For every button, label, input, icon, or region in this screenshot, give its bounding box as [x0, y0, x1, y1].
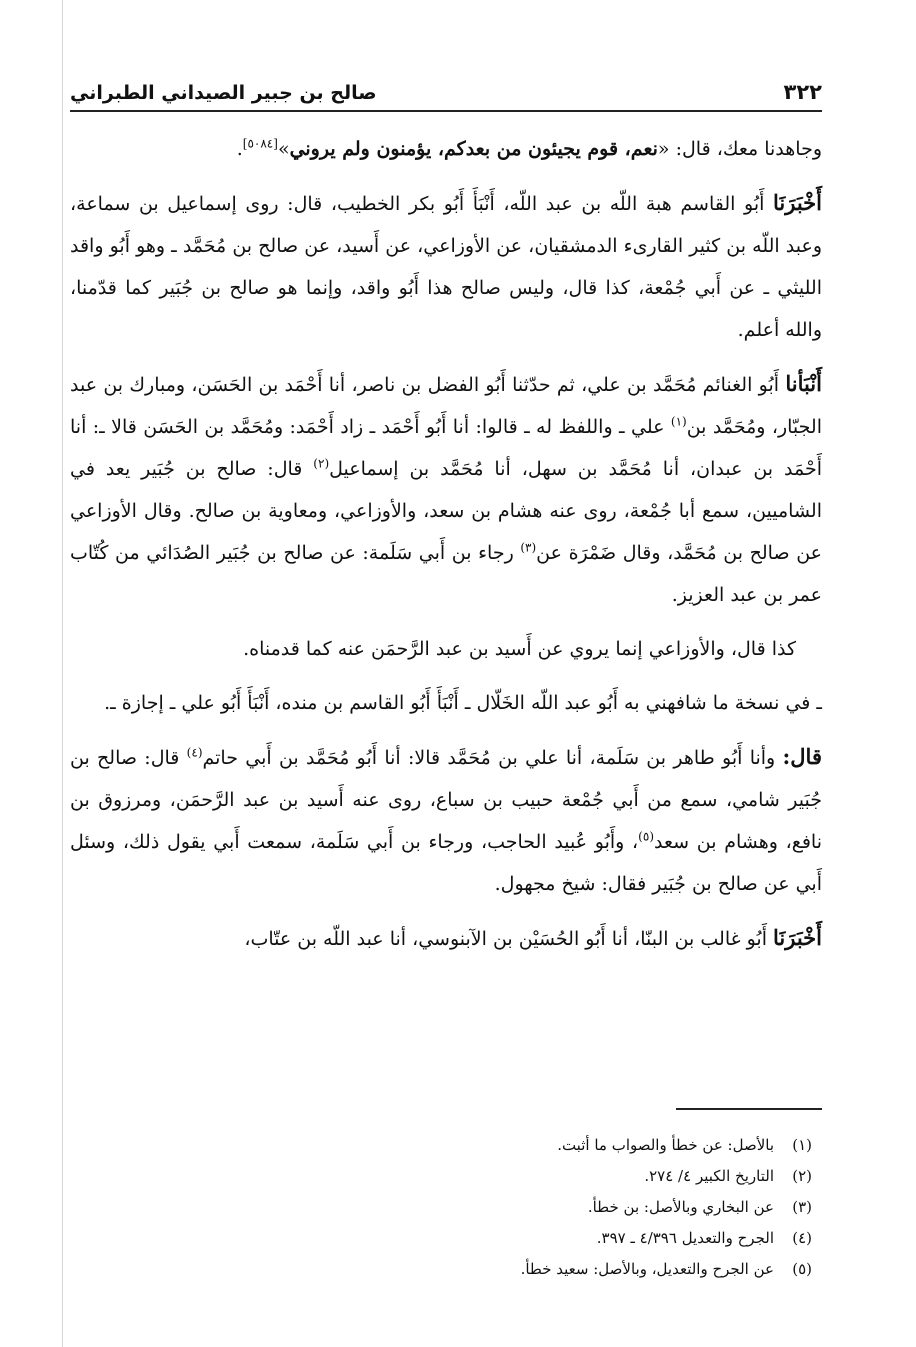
page-header	[70, 70, 822, 104]
p4-text: كذا قال، والأوزاعي إنما يروي عن أَسيد بن عبد الرَّحمَن عنه كما قدمناه.	[243, 638, 796, 660]
footnote-number: (٥)	[792, 1260, 812, 1278]
footnote-ref-5[interactable]: (٥)	[638, 829, 654, 844]
header-rule	[70, 110, 822, 112]
p3-lead-word: أَنْبَأنا	[785, 371, 822, 396]
p6-text-a: وأنا أَبُو طاهر بن سَلَمة، أنا علي بن مُحَمَّد قالا: أنا أَبُو مُحَمَّد بن أَبي حاتم	[202, 747, 783, 769]
footnote-text: الجرح والتعديل ٤/٣٩٦ ـ ٣٩٧.	[596, 1229, 774, 1247]
hadith-reference: [٥٠٨٤]	[242, 136, 278, 151]
paragraph-1	[70, 128, 822, 170]
p3-text-d: رجاء بن أَبي سَلَمة: عن صالح بن جُبَير الصُدَائي من كُتّاب عمر بن عبد العزيز.	[70, 542, 822, 606]
footnote-text: عن البخاري وبالأصل: بن خطأ.	[587, 1198, 774, 1216]
running-title: صالح بن جبير الصيداني الطبراني	[70, 82, 377, 104]
p3-text-a: أَبُو الغنائم مُحَمَّد بن علي، ثم حدّثنا أَبُو الفضل بن ناصر، أنا أَحْمَد بن الحَسَن، ومبارك بن عبد الجبّار، ومُحَمَّد بن	[70, 374, 822, 438]
footnote-ref-1[interactable]: (١)	[670, 414, 687, 429]
paragraph-3	[70, 363, 822, 616]
p1-pre: وجاهدنا معك، قال: «	[657, 138, 822, 160]
paragraph-7	[70, 917, 822, 960]
hadith-quote: نعم، قوم يجيئون من بعدكم، يؤمنون ولم يروني	[289, 138, 658, 160]
p2-text: أَبُو القاسم هبة اللّه بن عبد اللّه، أَنْبَأَ أَبُو بكر الخطيب، قال: روى إسماعيل بن سماعة، وعبد اللّه بن كثير القارىء الدمشقيان، عن الأوزاعي، عن أَسيد، عن صالح بن مُحَمَّد ـ وهو أَبُو واقد الليثي ـ عن أَبي جُمْعة، كذا قال، وليس صالح هذا أَبُو واقد، وإنما هو صالح بن جُبَير كما قدّمنا، والله أعلم.	[70, 193, 822, 341]
footnote-ref-2[interactable]: (٢)	[313, 456, 330, 471]
footnote-4	[200, 1223, 812, 1254]
footnote-2	[200, 1161, 812, 1192]
p1-end: .	[236, 138, 243, 160]
main-text	[70, 128, 822, 972]
p6-lead-word: قال:	[782, 744, 822, 769]
footnote-1	[200, 1130, 812, 1161]
page-number: ٣٢٢	[783, 80, 822, 104]
p3-text-b: علي ـ واللفظ له ـ قالوا: أنا أَبُو أَحْمَد ـ زاد أَحْمَد: ومُحَمَّد بن الحَسَن قالا ـ: أنا أَحْمَد بن عبدان، أنا مُحَمَّد بن سهل، أنا مُحَمَّد بن إسماعيل	[70, 416, 822, 480]
footnote-number: (١)	[792, 1136, 812, 1154]
footnote-5	[200, 1254, 812, 1285]
footnote-number: (٤)	[792, 1229, 812, 1247]
p6-text-b: قال: صالح بن جُبَير شامي، سمع من أَبي جُمْعة حبيب بن سباع، روى عنه أَسيد بن عبد الرَّحمَن، ومرزوق بن نافع، وهشام بن سعد	[70, 747, 822, 853]
paragraph-2	[70, 182, 822, 351]
p6-text-c: ، وأَبُو عُبيد الحاجب، ورجاء بن أَبي سَلَمة، سمعت أَبي يقول ذلك، وسئل أَبي عن صالح بن جُبَير فقال: شيخ مجهول.	[70, 831, 822, 895]
p2-lead-word: أَخْبَرَنَا	[773, 190, 822, 215]
footnote-ref-4[interactable]: (٤)	[186, 745, 203, 760]
p3-text-c: قال: صالح بن جُبَير يعد في الشاميين، سمع أبا جُمْعة، روى عنه هشام بن سعد، والأوزاعي، ومعاوية بن صالح. وقال الأوزاعي عن صالح بن مُحَمَّد، وقال ضَمْرَة عن	[70, 458, 822, 564]
p5-text: ـ في نسخة ما شافهني به أَبُو عبد اللّه الخَلّال ـ أَنْبَأَ أَبُو القاسم بن منده، أَنْبَأَ أَبُو علي ـ إجازة ـ.	[104, 692, 822, 714]
scan-edge-line	[62, 0, 63, 1347]
footnote-text: التاريخ الكبير ٤/ ٢٧٤.	[644, 1167, 774, 1185]
footnote-number: (٢)	[792, 1167, 812, 1185]
p1-post: »	[277, 138, 290, 160]
p7-lead-word: أَخْبَرَنَا	[773, 925, 822, 950]
footnote-text: عن الجرح والتعديل، وبالأصل: سعيد خطأ.	[520, 1260, 774, 1278]
paragraph-5	[70, 682, 822, 724]
footnotes	[200, 1130, 812, 1285]
paragraph-4	[70, 628, 822, 670]
footnote-ref-3[interactable]: (٣)	[520, 540, 537, 555]
footnote-number: (٣)	[792, 1198, 812, 1216]
footnote-3	[200, 1192, 812, 1223]
p7-text: أَبُو غالب بن البنّا، أنا أَبُو الحُسَيْن بن الآبنوسي، أنا عبد اللّه بن عتّاب،	[244, 928, 774, 950]
footnote-text: بالأصل: عن خطأ والصواب ما أثبت.	[557, 1136, 774, 1154]
paragraph-6	[70, 736, 822, 905]
footnote-rule	[676, 1108, 822, 1110]
